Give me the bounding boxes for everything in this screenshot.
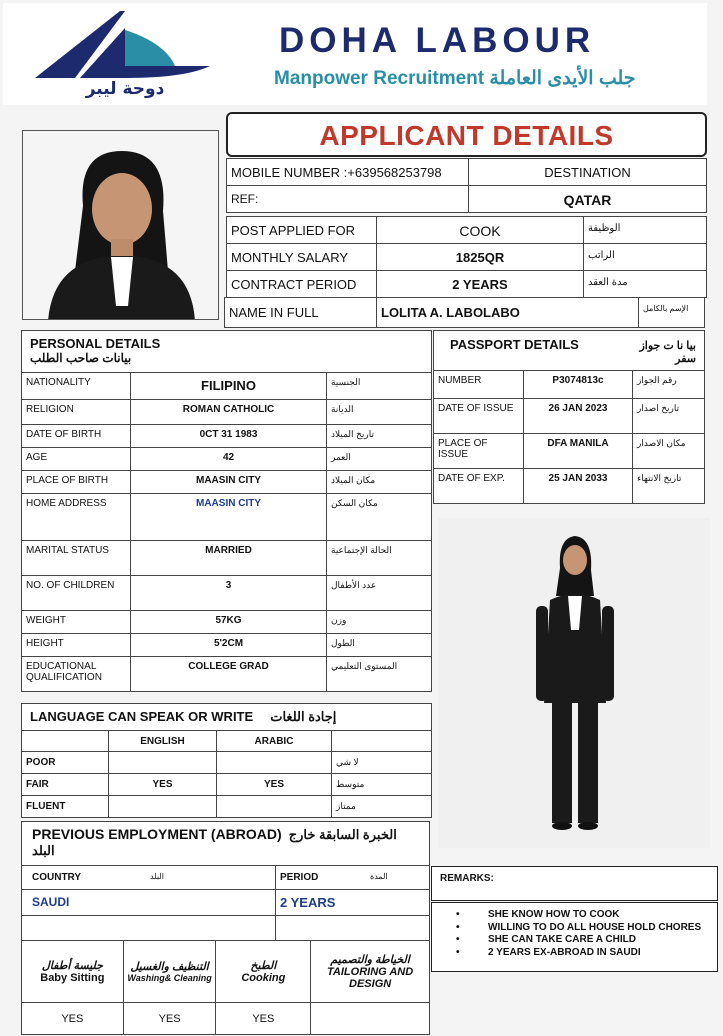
personal-row (22, 448, 432, 471)
letterhead (3, 3, 707, 105)
name-label: NAME IN FULL (225, 298, 377, 328)
personal-title: PERSONAL DETAILS (30, 336, 161, 351)
skill-value: YES (123, 1003, 216, 1035)
page-title: APPLICANT DETAILS (319, 120, 614, 151)
bullet-icon: • (456, 921, 460, 933)
applicant-portrait-photo (22, 130, 219, 320)
employment-title: PREVIOUS EMPLOYMENT (ABROAD) (32, 826, 282, 842)
remarks-list (432, 903, 717, 959)
title-box (226, 112, 707, 157)
personal-title-ar: بيانات صاحب الطلب (30, 351, 132, 365)
passport-row-label-ar: رقم الجواز (633, 371, 705, 399)
skill-header (123, 941, 216, 1003)
post-label-ar: الوظيفة (584, 217, 707, 244)
personal-row (22, 425, 432, 448)
passport-row-label-ar: تاريخ الانتهاء (633, 469, 705, 504)
contract-label: CONTRACT PERIOD (227, 271, 377, 298)
personal-row-value: 42 (131, 448, 327, 471)
personal-row (22, 634, 432, 657)
passport-details-table (433, 330, 705, 504)
personal-row-value: 57KG (131, 611, 327, 634)
personal-row-value: ROMAN CATHOLIC (131, 400, 327, 425)
language-level: FLUENT (22, 796, 109, 818)
job-table (226, 216, 707, 298)
personal-row-label-ar: تاريخ الميلاد (327, 425, 432, 448)
country-label: COUNTRY (32, 872, 82, 883)
post-value: COOK (377, 217, 584, 244)
personal-row-label-ar: الحالة الإجتماعية (327, 541, 432, 576)
personal-row-value: FILIPINO (131, 373, 327, 400)
bullet-icon: • (456, 934, 460, 945)
personal-row-label-ar: الطول (327, 634, 432, 657)
period-value: 2 YEARS (276, 890, 430, 916)
company-logo (25, 8, 225, 98)
passport-row-value: 25 JAN 2033 (524, 469, 633, 504)
company-tagline: Manpower Recruitment جلب الأيدى العاملة (274, 68, 636, 89)
personal-row-label-ar: وزن (327, 611, 432, 634)
salary-label-ar: الراتب (584, 244, 707, 271)
personal-row-label: NATIONALITY (22, 373, 131, 400)
skill-label-ar: الطبخ (250, 960, 277, 972)
bullet-icon: • (456, 946, 460, 958)
passport-row-value: DFA MANILA (524, 434, 633, 469)
language-header (22, 704, 432, 731)
remark-text: SHE KNOW HOW TO COOK (488, 909, 620, 920)
personal-row-label: PLACE OF BIRTH (22, 471, 131, 494)
passport-row-label: NUMBER (434, 371, 524, 399)
post-label: POST APPLIED FOR (227, 217, 377, 244)
skill-value: YES (22, 1003, 124, 1035)
company-name: DOHA LABOUR (279, 21, 596, 60)
passport-row-label: DATE OF EXP. (434, 469, 524, 504)
remark-item (456, 947, 717, 960)
personal-row (22, 657, 432, 692)
destination-value: QATAR (469, 186, 707, 213)
contract-label-ar: مدة العقد (584, 271, 707, 298)
employment-empty-2 (276, 916, 430, 942)
skill-label-ar: جليسة أطفال (41, 960, 103, 972)
personal-row-label: HEIGHT (22, 634, 131, 657)
mobile-number: MOBILE NUMBER :+639568253798 (227, 159, 469, 186)
personal-details-table (21, 330, 432, 692)
bullet-icon: • (456, 909, 460, 920)
employment-header (22, 822, 430, 866)
language-level: POOR (22, 752, 109, 774)
language-level: FAIR (22, 774, 109, 796)
skills-table (21, 940, 430, 1035)
language-title: LANGUAGE CAN SPEAK OR WRITE (30, 709, 254, 724)
name-label-ar: الإسم بالكامل (639, 298, 705, 328)
skill-label-en: Baby Sitting (40, 972, 105, 984)
salary-value: 1825QR (377, 244, 584, 271)
language-level-ar: ممتاز (332, 796, 432, 818)
country-value: SAUDI (22, 890, 276, 916)
personal-row (22, 400, 432, 425)
language-arabic-value: YES (217, 774, 332, 796)
passport-title: PASSPORT DETAILS (450, 337, 579, 352)
passport-title-ar: بيا نا ت جواز سفر (639, 340, 696, 365)
personal-row (22, 541, 432, 576)
logo-arabic-text: دوحة ليبر (85, 79, 165, 98)
passport-row-value: P3074813c (524, 371, 633, 399)
language-empty-head (22, 731, 109, 752)
skill-label-ar: التنظيف والغسيل (130, 961, 209, 973)
personal-header (22, 331, 432, 373)
contact-table (226, 158, 707, 213)
personal-row (22, 373, 432, 400)
language-row (22, 796, 432, 818)
language-english-value (109, 796, 217, 818)
personal-row-label-ar: مكان الميلاد (327, 471, 432, 494)
name-table (224, 297, 705, 328)
employment-empty-1 (22, 916, 276, 942)
language-empty-head-ar (332, 731, 432, 752)
passport-row-label: DATE OF ISSUE (434, 399, 524, 434)
personal-row-value: MARRIED (131, 541, 327, 576)
personal-row (22, 611, 432, 634)
personal-row-label-ar: العمر (327, 448, 432, 471)
remark-item (456, 934, 717, 947)
personal-row-label: AGE (22, 448, 131, 471)
remark-item (456, 909, 717, 922)
language-row (22, 752, 432, 774)
skill-value (311, 1003, 430, 1035)
skill-label-ar: الخياطة والتصميم (330, 954, 410, 966)
ref-label: REF: (227, 186, 469, 213)
applicant-full-body-photo (438, 518, 710, 848)
remarks-box (431, 902, 718, 972)
personal-row (22, 494, 432, 541)
passport-row (434, 434, 705, 469)
remark-item (456, 922, 717, 935)
personal-row-value: 3 (131, 576, 327, 611)
skill-value: YES (216, 1003, 311, 1035)
country-label-ar: البلد (150, 872, 164, 881)
col-arabic: ARABIC (217, 731, 332, 752)
personal-row-label: DATE OF BIRTH (22, 425, 131, 448)
language-table (21, 703, 432, 818)
skill-label-en: Cooking (241, 972, 286, 984)
personal-row-label: RELIGION (22, 400, 131, 425)
passport-row-label: PLACE OF ISSUE (434, 434, 524, 469)
personal-row (22, 576, 432, 611)
personal-row-label: EDUCATIONAL QUALIFICATION (22, 657, 131, 692)
period-header (276, 866, 430, 890)
language-arabic-value (217, 796, 332, 818)
passport-header (434, 331, 705, 371)
period-label: PERIOD (280, 872, 319, 883)
personal-row-label-ar: الديانة (327, 400, 432, 425)
language-english-value (109, 752, 217, 774)
skill-label-en: Washing& Cleaning (127, 973, 212, 983)
contract-value: 2 YEARS (377, 271, 584, 298)
personal-row-label-ar: عدد الأطفال (327, 576, 432, 611)
remarks-header (431, 866, 718, 901)
personal-row-value: MAASIN CITY (131, 494, 327, 541)
destination-label: DESTINATION (469, 159, 707, 186)
personal-row-label-ar: المستوى التعليمي (327, 657, 432, 692)
personal-row (22, 471, 432, 494)
personal-row-value: MAASIN CITY (131, 471, 327, 494)
skill-header (22, 941, 124, 1003)
skill-header (216, 941, 311, 1003)
passport-row (434, 371, 705, 399)
passport-row-value: 26 JAN 2023 (524, 399, 633, 434)
personal-row-value: 0CT 31 1983 (131, 425, 327, 448)
skill-header (311, 941, 430, 1003)
col-english: ENGLISH (109, 731, 217, 752)
language-arabic-value (217, 752, 332, 774)
personal-row-label: MARITAL STATUS (22, 541, 131, 576)
personal-row-label: HOME ADDRESS (22, 494, 131, 541)
passport-row-label-ar: مكان الاصدار (633, 434, 705, 469)
language-title-ar: إجادة اللغات (270, 709, 337, 724)
employment-table (21, 821, 430, 942)
personal-row-value: COLLEGE GRAD (131, 657, 327, 692)
language-row (22, 774, 432, 796)
salary-label: MONTHLY SALARY (227, 244, 377, 271)
remark-text: WILLING TO DO ALL HOUSE HOLD CHORES (488, 921, 702, 933)
language-level-ar: متوسط (332, 774, 432, 796)
personal-row-label-ar: الجنسية (327, 373, 432, 400)
personal-row-value: 5'2CM (131, 634, 327, 657)
passport-row-label-ar: تاريخ اصدار (633, 399, 705, 434)
employment-title-ar: الخبرة السابقة خارج البلد (32, 827, 397, 858)
personal-row-label: WEIGHT (22, 611, 131, 634)
passport-row (434, 469, 705, 504)
name-value: LOLITA A. LABOLABO (377, 298, 639, 328)
passport-row (434, 399, 705, 434)
country-header (22, 866, 276, 890)
remark-text: 2 YEARS EX-ABROAD IN SAUDI (488, 946, 641, 958)
language-english-value: YES (109, 774, 217, 796)
remarks-label: REMARKS: (440, 873, 494, 884)
period-label-ar: المدة (370, 872, 388, 881)
personal-row-label-ar: مكان السكن (327, 494, 432, 541)
remark-text: SHE CAN TAKE CARE A CHILD (488, 934, 636, 945)
language-level-ar: لا شي (332, 752, 432, 774)
skill-label-en: TAILORING AND DESIGN (327, 966, 414, 990)
personal-row-label: NO. OF CHILDREN (22, 576, 131, 611)
